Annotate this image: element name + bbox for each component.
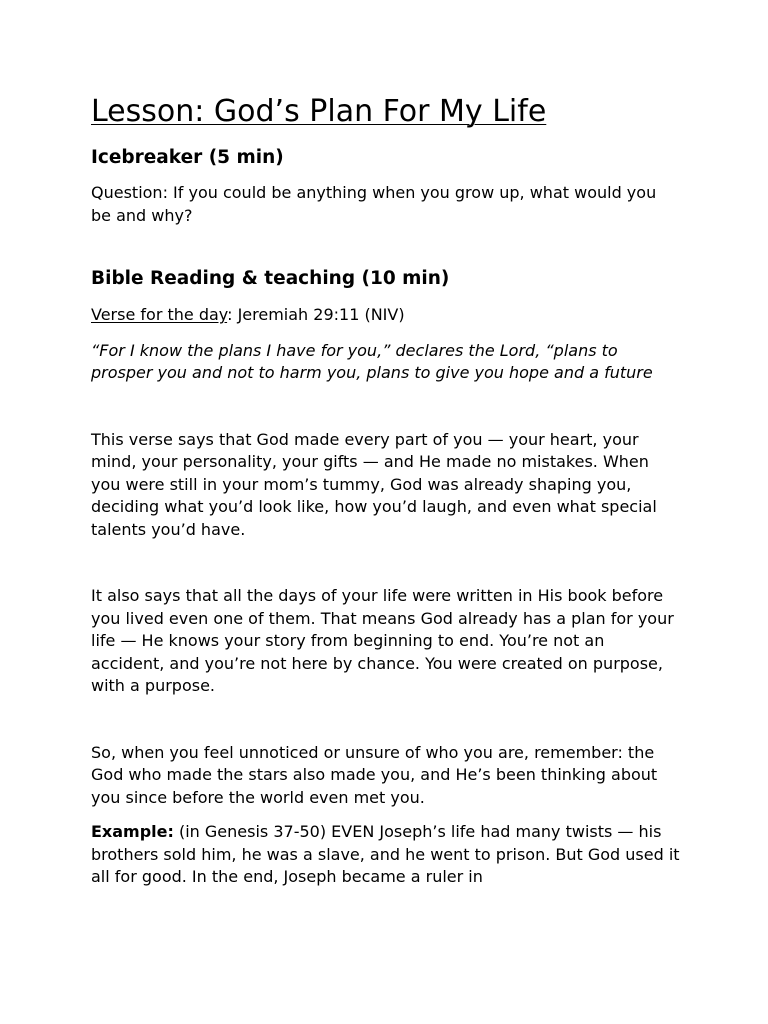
- icebreaker-question: Question: If you could be anything when you grow up, what would you be and why?: [91, 183, 657, 225]
- verse-quote: “For I know the plans I have for you,” declares the Lord, “plans to prosper you and not to harm you, plans to give you hope and a future: [91, 340, 653, 382]
- teaching-paragraph: This verse says that God made every part of you — your heart, your mind, your personality, your gifts — and He made no mistakes. When you were still in your mom’s tummy, God was already shaping you, deciding what you’d look like, how you’d laugh, and even what special talents you’d have.: [91, 429, 657, 539]
- verse-line: [91, 304, 680, 327]
- teaching-paragraph: It also says that all the days of your life were written in His book before you lived even one of them. That means God already has a plan for your life — He knows your story from beginning to end. You’re not an accident, and you’re not here by chance. You were created on purpose, with a purpose.: [91, 586, 674, 695]
- verse-label: Verse for the day: [91, 305, 228, 324]
- teaching-paragraph: So, when you feel unnoticed or unsure of who you are, remember: the God who made the stars also made you, and He’s been thinking about you since before the world even met you.: [91, 742, 658, 807]
- icebreaker-heading: Icebreaker (5 min): [91, 147, 284, 168]
- example-paragraph: [91, 821, 680, 889]
- verse-reference: : Jeremiah 29:11 (NIV): [227, 305, 405, 324]
- lesson-title: Lesson: God’s Plan For My Life: [91, 94, 547, 129]
- example-text: (in Genesis 37-50) EVEN Joseph’s life had many twists — his brothers sold him, he was a slave, and he went to prison. But God used it all for good. In the end, Joseph became a ruler in: [91, 822, 680, 886]
- example-label: Example:: [91, 822, 174, 841]
- bible-reading-heading: Bible Reading & teaching (10 min): [91, 268, 450, 289]
